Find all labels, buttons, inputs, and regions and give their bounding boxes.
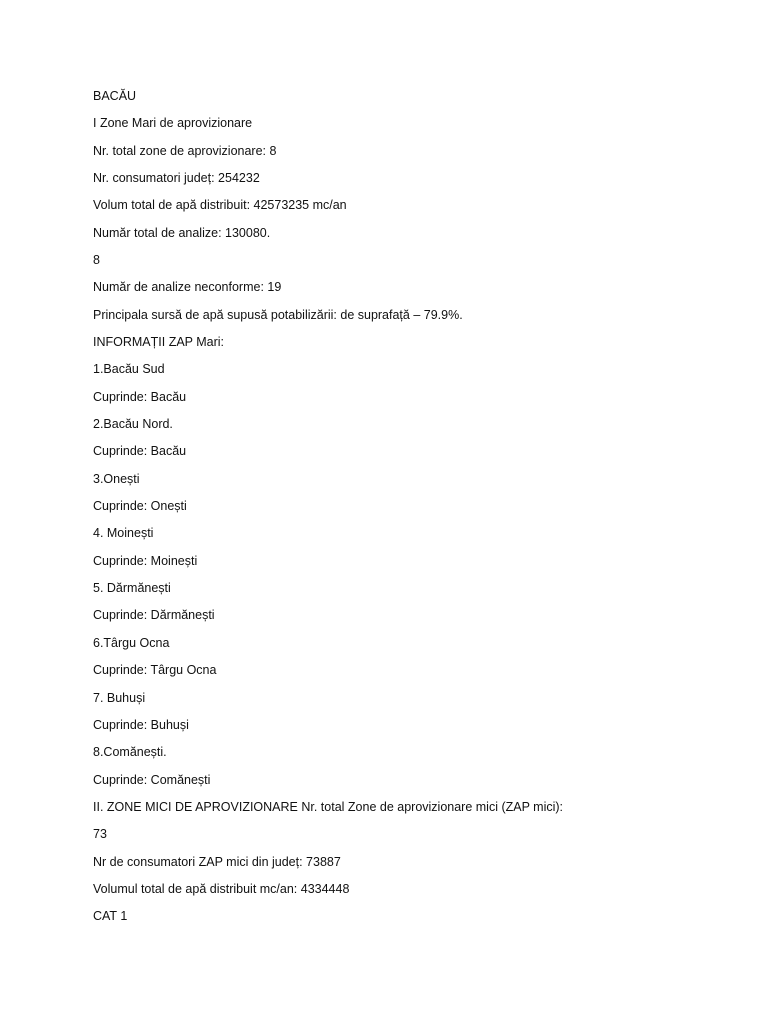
zone-item: 8.Comănești. — [93, 745, 167, 759]
text-line: Număr de analize neconforme: 19 — [93, 280, 282, 294]
zone-item: 2.Bacău Nord. — [93, 417, 173, 431]
text-line: Principala sursă de apă supusă potabilizării: de suprafață – 79.9%. — [93, 308, 463, 322]
zone-includes: Cuprinde: Moinești — [93, 554, 198, 568]
category-heading: CAT 1 — [93, 909, 128, 923]
text-line: Nr. total zone de aprovizionare: 8 — [93, 144, 277, 158]
text-line: Nr. consumatori județ: 254232 — [93, 171, 260, 185]
text-line: 8 — [93, 253, 100, 267]
zone-includes: Cuprinde: Bacău — [93, 390, 187, 404]
zone-item: 7. Buhuși — [93, 691, 146, 705]
section-heading-zap-info: INFORMAȚII ZAP Mari: — [93, 335, 225, 349]
text-line: 73 — [93, 827, 107, 841]
section-heading-large-zones: I Zone Mari de aprovizionare — [93, 116, 253, 130]
zone-item: 6.Târgu Ocna — [93, 636, 170, 650]
zone-includes: Cuprinde: Bacău — [93, 444, 187, 458]
zone-includes: Cuprinde: Comănești — [93, 773, 211, 787]
section-heading-small-zones: II. ZONE MICI DE APROVIZIONARE Nr. total Zone de aprovizionare mici (ZAP mici): — [93, 800, 564, 814]
zone-item: 4. Moinești — [93, 526, 154, 540]
text-line: Volumul total de apă distribuit mc/an: 4334448 — [93, 882, 350, 896]
zone-includes: Cuprinde: Dărmănești — [93, 608, 215, 622]
zone-includes: Cuprinde: Târgu Ocna — [93, 663, 217, 677]
zone-item: 3.Onești — [93, 472, 140, 486]
zone-includes: Cuprinde: Onești — [93, 499, 187, 513]
county-heading: BACĂU — [93, 89, 137, 103]
zone-includes: Cuprinde: Buhuși — [93, 718, 189, 732]
text-line: Număr total de analize: 130080. — [93, 226, 271, 240]
zone-item: 5. Dărmănești — [93, 581, 171, 595]
text-line: Nr de consumatori ZAP mici din județ: 73887 — [93, 855, 341, 869]
text-line: Volum total de apă distribuit: 42573235 mc/an — [93, 198, 347, 212]
zone-item: 1.Bacău Sud — [93, 362, 165, 376]
